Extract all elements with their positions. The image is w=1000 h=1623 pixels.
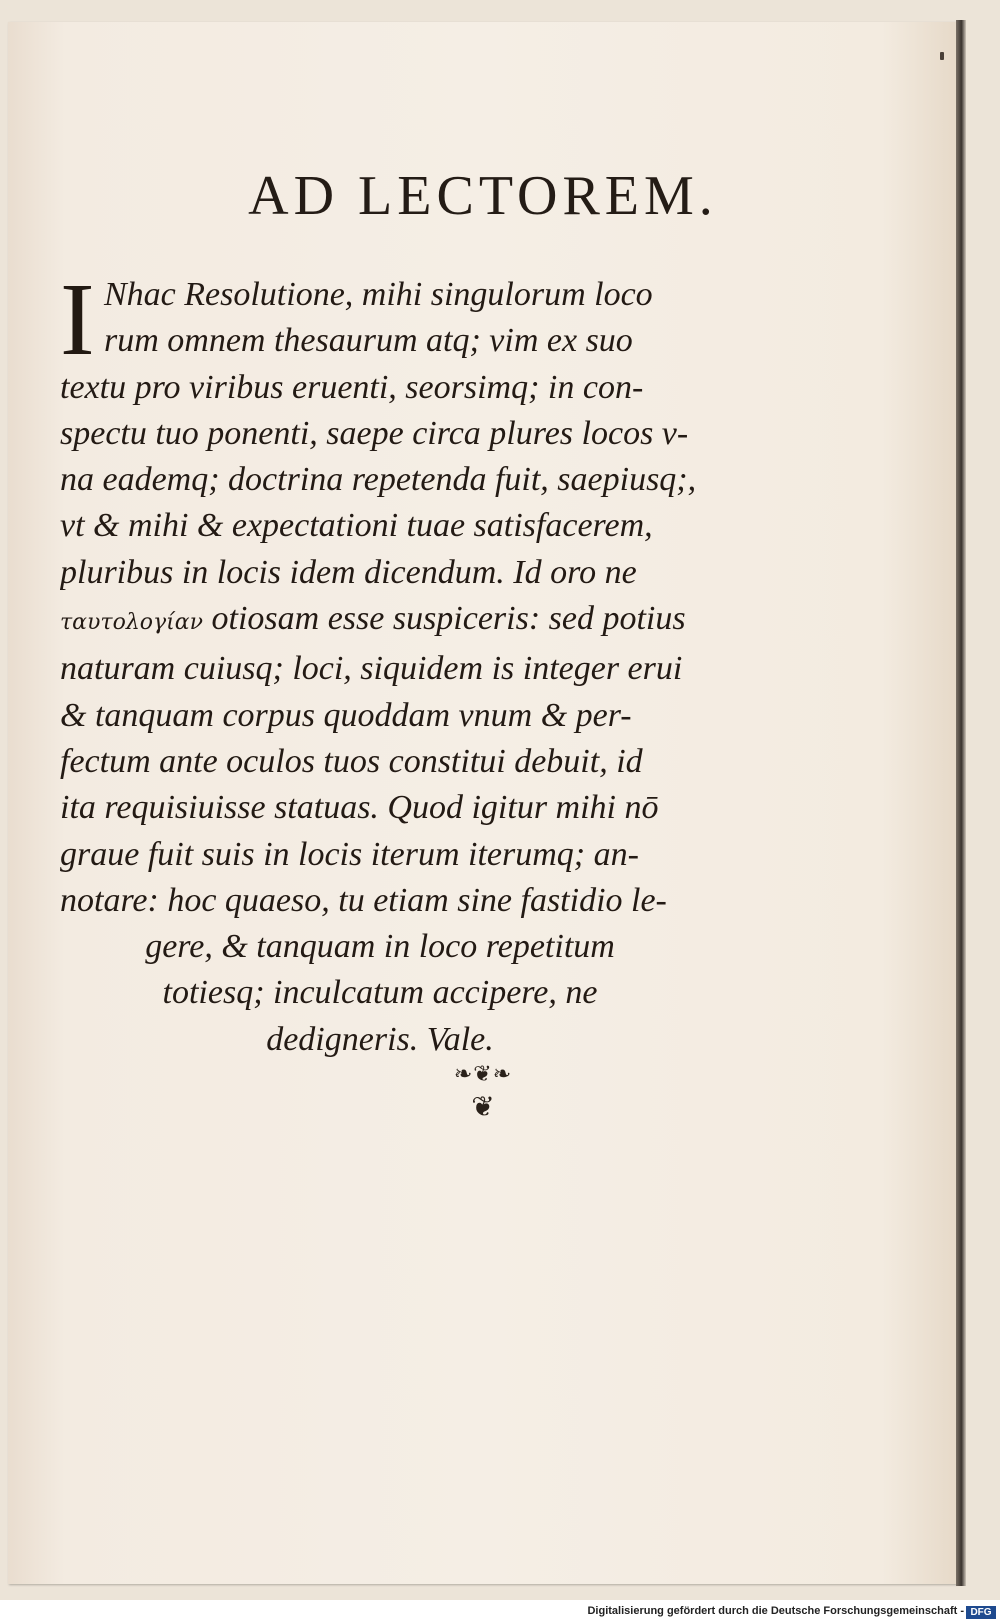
- text-line-7: pluribus in locis idem dicendum. Id oro ne: [60, 553, 637, 591]
- text-line-16: totiesq; inculcatum accipere, ne: [162, 974, 598, 1012]
- drop-cap-initial: I: [60, 262, 95, 377]
- text-line-1: Nhac Resolutione, mihi singulorum loco: [104, 276, 653, 313]
- text-line-6: vt & mihi & expectationi tuae satisfacerem,: [60, 507, 653, 545]
- page-edge-shadow: [956, 20, 966, 1586]
- digitization-footer: [0, 1603, 1000, 1623]
- text-line-8: [60, 596, 700, 646]
- text-line-2: rum omnem thesaurum atq; vim ex suo: [104, 322, 633, 360]
- text-line-17: dedigneris. Vale.: [266, 1020, 494, 1058]
- dfg-credit-text: Digitalisierung gefördert durch die Deutsche Forschungsgemeinschaft -: [587, 1605, 964, 1617]
- page-corner-mark: [940, 52, 944, 60]
- text-line-4: spectu tuo ponenti, saepe circa plures locos v-: [60, 414, 689, 452]
- text-line-3: textu pro viribus eruenti, seorsimq; in con-: [60, 368, 644, 406]
- body-text: [60, 262, 700, 1063]
- fleuron-ornament-top: ❧❦❧: [453, 1062, 513, 1087]
- text-line-14: notare: hoc quaeso, tu etiam sine fastidio le-: [60, 881, 667, 919]
- text-line-10: & tanquam corpus quoddam vnum & per-: [60, 696, 632, 734]
- text-line-15: gere, & tanquam in loco repetitum: [145, 928, 615, 966]
- greek-word: ταυτολογίαν: [60, 610, 204, 636]
- page-heading: AD LECTOREM.: [248, 165, 718, 227]
- text-line-9: naturam cuiusq; loci, siquidem is integer erui: [60, 650, 683, 688]
- fleuron-ornament-bottom: ❦: [471, 1090, 495, 1123]
- book-page: [8, 22, 958, 1584]
- text-line-11: fectum ante oculos tuos constitui debuit, id: [60, 742, 643, 780]
- text-line-13: graue fuit suis in locis iterum iterumq; an-: [60, 835, 639, 873]
- text-line-5: na eademq; doctrina repetenda fuit, saepiusq;,: [60, 461, 697, 499]
- dfg-logo: DFG: [966, 1606, 996, 1619]
- text-line-12: ita requisiuisse statuas. Quod igitur mihi nō: [60, 789, 659, 827]
- text-line-8-rest: otiosam esse suspiceris: sed potius: [203, 600, 686, 638]
